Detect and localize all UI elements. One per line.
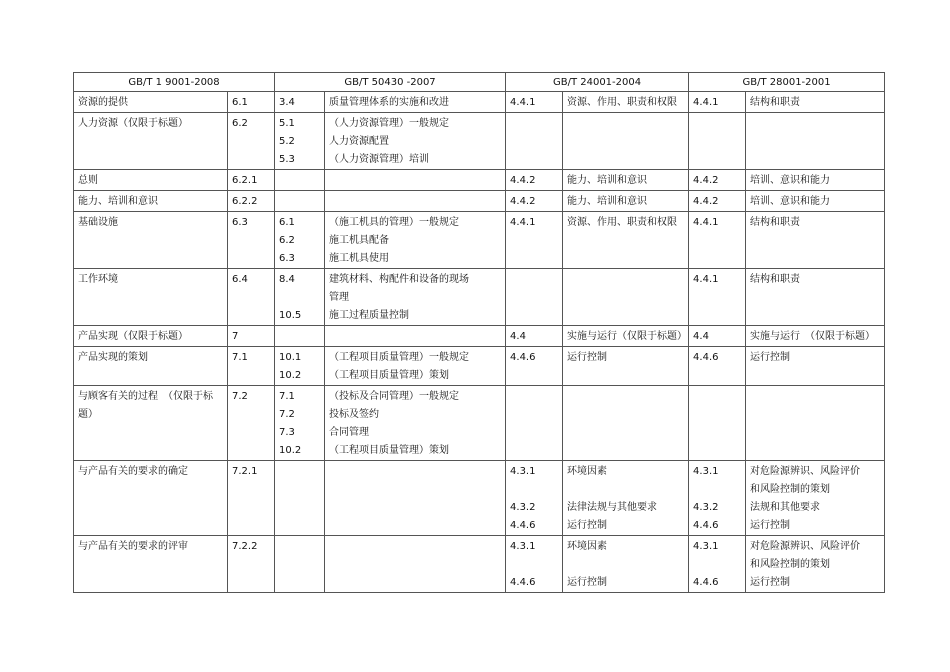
clause-number-cell — [228, 191, 275, 212]
ref-28001-number: 4.3.1 — [693, 541, 719, 552]
clause-number-cell — [228, 92, 275, 113]
ref-50430-number — [279, 289, 320, 307]
ref-28001-number: 4.4.1 — [693, 217, 719, 228]
clause-title: 工作环境 — [78, 274, 118, 285]
ref-50430-title-cell — [325, 461, 506, 536]
ref-24001-title-cell — [563, 326, 689, 347]
ref-28001-number: 4.4.1 — [693, 274, 719, 285]
ref-50430-number: 6.1 — [279, 217, 295, 228]
ref-50430-title-cell — [325, 92, 506, 113]
ref-24001-title: 资源、作用、职责和权限 — [567, 97, 678, 108]
ref-50430-number-cell — [275, 326, 325, 347]
clause-number: 7.2.2 — [232, 541, 258, 552]
table-row — [74, 536, 885, 593]
ref-50430-number: 10.2 — [279, 445, 302, 456]
ref-24001-title-cell — [563, 536, 689, 593]
clause-title-cell — [74, 326, 228, 347]
ref-28001-number — [693, 481, 741, 499]
ref-24001-number-cell — [506, 347, 563, 386]
ref-28001-number: 4.4.1 — [693, 97, 719, 108]
ref-50430-title: 合同管理 — [329, 427, 370, 438]
ref-28001-title: 实施与运行 （仅限于标题） — [750, 331, 876, 342]
ref-24001-title-cell — [563, 170, 689, 191]
ref-28001-number-cell — [689, 326, 746, 347]
ref-24001-number: 4.4.2 — [510, 196, 536, 207]
ref-24001-number-cell — [506, 92, 563, 113]
clause-number: 6.2 — [232, 118, 248, 129]
ref-24001-number: 4.4.1 — [510, 97, 536, 108]
ref-50430-title: 施工机具使用 — [329, 253, 390, 264]
ref-50430-title: 施工机具配备 — [329, 235, 390, 246]
ref-50430-title: （人力资源管理）一般规定 — [329, 118, 450, 129]
ref-50430-number: 5.1 — [279, 118, 295, 129]
ref-50430-number: 10.5 — [279, 310, 302, 321]
table-row — [74, 386, 885, 461]
ref-24001-number: 4.4.1 — [510, 217, 536, 228]
ref-50430-title: （工程项目质量管理）策划 — [329, 445, 450, 456]
header-row — [74, 73, 885, 92]
clause-title-cell — [74, 92, 228, 113]
ref-50430-number-cell — [275, 536, 325, 593]
clause-number-cell — [228, 113, 275, 170]
ref-50430-number-cell — [275, 461, 325, 536]
clause-number: 6.2.1 — [232, 175, 258, 186]
ref-28001-title-cell — [746, 92, 885, 113]
clause-number-cell — [228, 170, 275, 191]
ref-28001-title: 和风险控制的策划 — [750, 484, 831, 495]
clause-number-cell — [228, 461, 275, 536]
ref-24001-number-cell — [506, 536, 563, 593]
ref-28001-number-cell — [689, 92, 746, 113]
table-row — [74, 269, 885, 326]
ref-50430-number: 10.1 — [279, 352, 302, 363]
ref-50430-number: 3.4 — [279, 97, 295, 108]
table-row — [74, 326, 885, 347]
ref-50430-number-cell — [275, 347, 325, 386]
ref-24001-number — [510, 556, 558, 574]
clause-title: 总则 — [78, 175, 98, 186]
ref-50430-title-cell — [325, 326, 506, 347]
ref-50430-title: （施工机具的管理）一般规定 — [329, 217, 460, 228]
ref-24001-number-cell — [506, 170, 563, 191]
ref-28001-title-cell — [746, 536, 885, 593]
ref-28001-number: 4.4.6 — [693, 520, 719, 531]
ref-28001-number: 4.4.6 — [693, 352, 719, 363]
clause-title: 能力、培训和意识 — [78, 196, 158, 207]
ref-24001-number-cell — [506, 386, 563, 461]
clause-number-cell — [228, 347, 275, 386]
ref-24001-title-cell — [563, 386, 689, 461]
clause-title: 与顾客有关的过程 （仅限于标题） — [78, 391, 213, 420]
ref-28001-title-cell — [746, 269, 885, 326]
ref-50430-number: 5.2 — [279, 136, 295, 147]
ref-24001-number: 4.4.6 — [510, 352, 536, 363]
ref-24001-number-cell — [506, 212, 563, 269]
ref-50430-title: 质量管理体系的实施和改进 — [329, 97, 450, 108]
ref-50430-number-cell — [275, 92, 325, 113]
ref-24001-number-cell — [506, 191, 563, 212]
ref-24001-title — [567, 556, 684, 574]
table-row — [74, 191, 885, 212]
ref-24001-title: 运行控制 — [567, 577, 608, 588]
ref-50430-title: 建筑材料、构配件和设备的现场 — [329, 274, 470, 285]
ref-28001-title-cell — [746, 461, 885, 536]
clause-title: 与产品有关的要求的评审 — [78, 541, 188, 552]
clause-title-cell — [74, 386, 228, 461]
ref-50430-number: 5.3 — [279, 154, 295, 165]
ref-50430-title-cell — [325, 191, 506, 212]
ref-28001-title: 培训、意识和能力 — [750, 175, 831, 186]
ref-24001-title-cell — [563, 461, 689, 536]
ref-50430-title: 管理 — [329, 292, 350, 303]
ref-28001-number-cell — [689, 170, 746, 191]
ref-24001-number — [510, 481, 558, 499]
ref-50430-title-cell — [325, 113, 506, 170]
ref-28001-title: 对危险源辨识、风险评价 — [750, 466, 861, 477]
ref-24001-title: 实施与运行（仅限于标题） — [567, 331, 688, 342]
ref-24001-title-cell — [563, 347, 689, 386]
clause-title: 与产品有关的要求的确定 — [78, 466, 188, 477]
ref-50430-title-cell — [325, 536, 506, 593]
ref-28001-title-cell — [746, 191, 885, 212]
table-row — [74, 212, 885, 269]
ref-24001-title-cell — [563, 191, 689, 212]
ref-28001-number — [693, 556, 741, 574]
clause-number: 6.2.2 — [232, 196, 258, 207]
table-row — [74, 113, 885, 170]
clause-number: 7 — [232, 331, 239, 342]
clause-number: 6.3 — [232, 217, 248, 228]
ref-50430-number-cell — [275, 386, 325, 461]
ref-24001-number: 4.3.2 — [510, 502, 536, 513]
ref-28001-number-cell — [689, 386, 746, 461]
ref-28001-title: 对危险源辨识、风险评价 — [750, 541, 861, 552]
ref-50430-number: 7.2 — [279, 409, 295, 420]
ref-24001-number: 4.3.1 — [510, 541, 536, 552]
ref-50430-number-cell — [275, 191, 325, 212]
ref-24001-number: 4.4.6 — [510, 520, 536, 531]
clause-number: 6.4 — [232, 274, 248, 285]
table-body — [74, 92, 885, 593]
ref-28001-title: 和风险控制的策划 — [750, 559, 831, 570]
ref-28001-number: 4.4.6 — [693, 577, 719, 588]
ref-28001-title: 法规和其他要求 — [750, 502, 821, 513]
ref-50430-title-cell — [325, 386, 506, 461]
ref-24001-number-cell — [506, 269, 563, 326]
clause-title: 人力资源（仅限于标题） — [78, 118, 188, 129]
ref-50430-number: 6.2 — [279, 235, 295, 246]
ref-24001-title: 法律法规与其他要求 — [567, 502, 658, 513]
clause-title-cell — [74, 212, 228, 269]
clause-number: 7.2 — [232, 391, 248, 402]
clause-title: 基础设施 — [78, 217, 118, 228]
ref-28001-number-cell — [689, 269, 746, 326]
clause-number: 7.2.1 — [232, 466, 258, 477]
ref-28001-title: 培训、意识和能力 — [750, 196, 831, 207]
ref-24001-title: 运行控制 — [567, 520, 608, 531]
clause-title-cell — [74, 269, 228, 326]
ref-28001-title-cell — [746, 386, 885, 461]
ref-50430-title: （人力资源管理）培训 — [329, 154, 430, 165]
ref-24001-title: 运行控制 — [567, 352, 608, 363]
table-row — [74, 461, 885, 536]
clause-number-cell — [228, 326, 275, 347]
ref-50430-number-cell — [275, 170, 325, 191]
ref-28001-title: 运行控制 — [750, 352, 791, 363]
ref-28001-number-cell — [689, 461, 746, 536]
ref-50430-number: 7.1 — [279, 391, 295, 402]
clause-number-cell — [228, 536, 275, 593]
clause-title: 产品实现的策划 — [78, 352, 148, 363]
ref-50430-title: （工程项目质量管理）一般规定 — [329, 352, 470, 363]
header-gbt19001: GB/T 1 9001-2008 — [74, 73, 275, 92]
clause-number-cell — [228, 386, 275, 461]
ref-28001-number-cell — [689, 212, 746, 269]
ref-24001-title-cell — [563, 269, 689, 326]
ref-24001-title: 环境因素 — [567, 466, 608, 477]
ref-28001-number-cell — [689, 191, 746, 212]
clause-title-cell — [74, 170, 228, 191]
ref-50430-number: 6.3 — [279, 253, 295, 264]
clause-title-cell — [74, 191, 228, 212]
clause-number-cell — [228, 212, 275, 269]
ref-24001-number-cell — [506, 326, 563, 347]
ref-24001-title: 环境因素 — [567, 541, 608, 552]
ref-24001-title: 能力、培训和意识 — [567, 175, 648, 186]
header-gbt50430: GB/T 50430 -2007 — [275, 73, 506, 92]
ref-28001-number: 4.3.1 — [693, 466, 719, 477]
ref-50430-title: 投标及签约 — [329, 409, 380, 420]
ref-50430-title-cell — [325, 347, 506, 386]
ref-24001-title — [567, 481, 684, 499]
ref-50430-number: 7.3 — [279, 427, 295, 438]
ref-28001-title: 结构和职责 — [750, 274, 801, 285]
clause-title-cell — [74, 347, 228, 386]
ref-50430-title-cell — [325, 269, 506, 326]
clause-title-cell — [74, 113, 228, 170]
clause-title-cell — [74, 536, 228, 593]
clause-title-cell — [74, 461, 228, 536]
ref-28001-title-cell — [746, 212, 885, 269]
ref-24001-title-cell — [563, 113, 689, 170]
ref-28001-number-cell — [689, 113, 746, 170]
ref-24001-number: 4.3.1 — [510, 466, 536, 477]
ref-50430-number-cell — [275, 269, 325, 326]
ref-50430-title: 施工过程质量控制 — [329, 310, 410, 321]
ref-50430-number: 10.2 — [279, 370, 302, 381]
ref-28001-number: 4.4 — [693, 331, 709, 342]
ref-28001-title: 运行控制 — [750, 577, 791, 588]
ref-28001-number: 4.4.2 — [693, 175, 719, 186]
ref-28001-number-cell — [689, 536, 746, 593]
ref-50430-title: （工程项目质量管理）策划 — [329, 370, 450, 381]
ref-24001-number: 4.4.6 — [510, 577, 536, 588]
ref-50430-title: （投标及合同管理）一般规定 — [329, 391, 460, 402]
header-gbt28001: GB/T 28001-2001 — [689, 73, 885, 92]
ref-50430-number: 8.4 — [279, 274, 295, 285]
table-row — [74, 347, 885, 386]
table-row — [74, 170, 885, 191]
ref-28001-title: 运行控制 — [750, 520, 791, 531]
ref-24001-title: 能力、培训和意识 — [567, 196, 648, 207]
ref-28001-title-cell — [746, 170, 885, 191]
clause-number-cell — [228, 269, 275, 326]
ref-24001-number: 4.4.2 — [510, 175, 536, 186]
clause-title: 资源的提供 — [78, 97, 128, 108]
ref-28001-number-cell — [689, 347, 746, 386]
ref-50430-title-cell — [325, 212, 506, 269]
header-gbt24001: GB/T 24001-2004 — [506, 73, 689, 92]
ref-24001-number-cell — [506, 461, 563, 536]
clause-title: 产品实现（仅限于标题） — [78, 331, 188, 342]
ref-28001-number: 4.4.2 — [693, 196, 719, 207]
ref-28001-title: 结构和职责 — [750, 217, 801, 228]
ref-24001-number: 4.4 — [510, 331, 526, 342]
clause-number: 7.1 — [232, 352, 248, 363]
table-row — [74, 92, 885, 113]
ref-24001-title-cell — [563, 212, 689, 269]
ref-28001-title: 结构和职责 — [750, 97, 801, 108]
ref-28001-title-cell — [746, 347, 885, 386]
ref-50430-title: 人力资源配置 — [329, 136, 390, 147]
ref-50430-title-cell — [325, 170, 506, 191]
ref-24001-number-cell — [506, 113, 563, 170]
ref-24001-title-cell — [563, 92, 689, 113]
ref-24001-title: 资源、作用、职责和权限 — [567, 217, 678, 228]
ref-50430-number-cell — [275, 113, 325, 170]
ref-28001-title-cell — [746, 113, 885, 170]
ref-50430-number-cell — [275, 212, 325, 269]
ref-28001-number: 4.3.2 — [693, 502, 719, 513]
ref-28001-title-cell — [746, 326, 885, 347]
clause-number: 6.1 — [232, 97, 248, 108]
standards-comparison-table — [73, 72, 885, 593]
